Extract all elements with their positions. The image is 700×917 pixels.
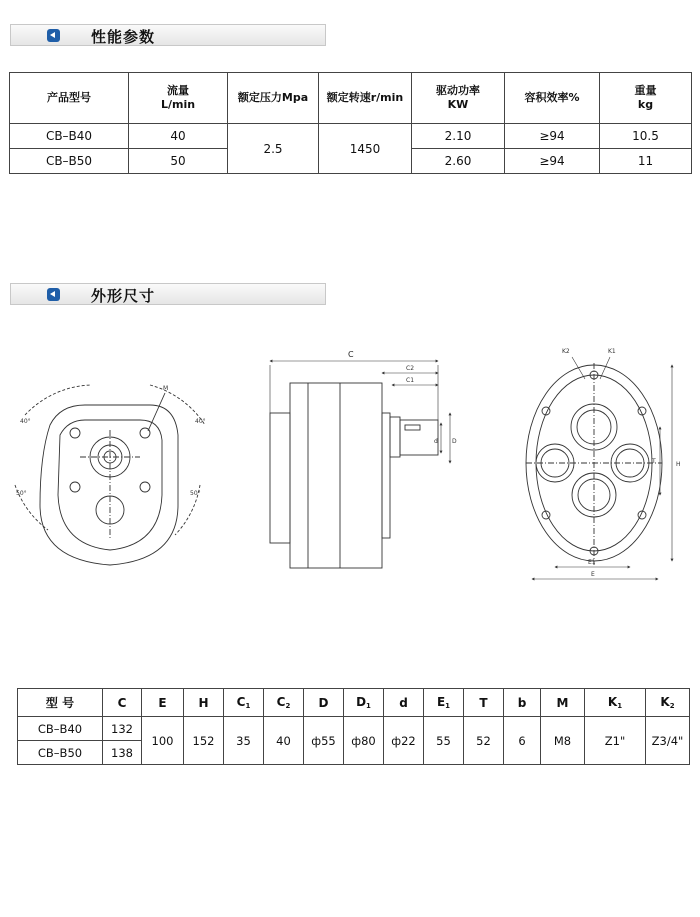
cell-e: 100 <box>142 717 184 765</box>
header-d: D <box>304 689 344 717</box>
header-c2 <box>264 689 304 717</box>
header-efficiency: 容积效率% <box>505 73 600 124</box>
label-e1: E1 <box>588 559 596 566</box>
header-k2-main: K <box>660 695 670 709</box>
cell-e1: 55 <box>424 717 464 765</box>
label-c: C <box>348 350 354 359</box>
header-c: C <box>103 689 142 717</box>
cell-m: M8 <box>541 717 585 765</box>
side-view <box>270 361 450 568</box>
header-e1-sub: 1 <box>445 702 451 710</box>
cell-efficiency: ≥94 <box>505 124 600 149</box>
cell-flow: 40 <box>129 124 228 149</box>
label-angle-40-left: 40° <box>20 418 31 425</box>
label-angle-50-left: 50° <box>16 490 27 497</box>
label-angle-40-right: 40° <box>195 418 206 425</box>
front-view <box>15 385 205 565</box>
label-c1: C1 <box>406 377 415 384</box>
header-flow-label: 流量 <box>167 84 189 97</box>
cell-weight: 11 <box>600 149 692 174</box>
cell-t: 52 <box>464 717 504 765</box>
header-c1-main: C <box>236 695 246 709</box>
header-d1 <box>344 689 384 717</box>
header-d1-sub: 1 <box>366 702 371 710</box>
label-angle-50-right: 50° <box>190 490 201 497</box>
cell-d1: ф80 <box>344 717 384 765</box>
dimension-drawings <box>0 335 700 605</box>
header-weight-unit: kg <box>637 98 654 111</box>
header-weight-label: 重量 <box>634 84 657 97</box>
label-m: M <box>163 385 169 392</box>
header-c2-sub: 2 <box>285 702 291 710</box>
arrow-left-icon <box>47 288 60 301</box>
header-model: 型 号 <box>18 689 103 717</box>
label-d-lower: d <box>434 438 438 445</box>
performance-table <box>9 72 692 174</box>
performance-header-row <box>10 73 692 124</box>
performance-section-header <box>10 24 326 46</box>
header-flow <box>129 73 228 124</box>
cell-c: 138 <box>103 741 142 765</box>
dimensions-section-title: 外形尺寸 <box>91 287 156 305</box>
cell-b: 6 <box>504 717 541 765</box>
cell-c1: 35 <box>224 717 264 765</box>
performance-section-title: 性能参数 <box>91 28 156 46</box>
header-k1-sub: 1 <box>617 702 623 710</box>
table-row <box>18 717 690 741</box>
header-power <box>412 73 505 124</box>
header-e: E <box>142 689 184 717</box>
cell-speed: 1450 <box>319 124 412 174</box>
header-b: b <box>504 689 541 717</box>
dimensions-header-row <box>18 689 690 717</box>
header-flow-unit: L/min <box>160 98 196 111</box>
cell-power: 2.60 <box>412 149 505 174</box>
header-k2-sub: 2 <box>669 702 675 710</box>
label-k2: K2 <box>562 348 570 355</box>
cell-c2: 40 <box>264 717 304 765</box>
label-d-upper: D <box>452 438 457 445</box>
label-k1: K1 <box>608 348 616 355</box>
header-e1 <box>424 689 464 717</box>
header-e1-main: E <box>436 695 446 709</box>
cell-model: CB–B50 <box>18 741 103 765</box>
header-k1 <box>585 689 646 717</box>
cell-k1: Z1" <box>585 717 646 765</box>
header-t: T <box>464 689 504 717</box>
header-k2 <box>646 689 690 717</box>
cell-model: CB–B40 <box>18 717 103 741</box>
header-power-unit: KW <box>447 98 469 111</box>
cell-efficiency: ≥94 <box>505 149 600 174</box>
cell-d-small: ф22 <box>384 717 424 765</box>
header-c1-sub: 1 <box>245 702 251 710</box>
header-d1-main: D <box>356 695 367 709</box>
cell-pressure: 2.5 <box>228 124 319 174</box>
header-speed: 额定转速r/min <box>319 73 412 124</box>
header-c1 <box>224 689 264 717</box>
cell-model: CB–B40 <box>10 124 129 149</box>
arrow-left-icon <box>47 29 60 42</box>
header-c2-main: C <box>276 695 286 709</box>
header-d-small: d <box>384 689 424 717</box>
cell-model: CB–B50 <box>10 149 129 174</box>
header-pressure: 额定压力Mpa <box>228 73 319 124</box>
cell-h: 152 <box>184 717 224 765</box>
cell-k2: Z3/4" <box>646 717 690 765</box>
table-row <box>10 124 692 149</box>
header-model: 产品型号 <box>10 73 129 124</box>
dimensions-section-header <box>10 283 326 305</box>
label-c2: C2 <box>406 365 415 372</box>
label-e: E <box>591 571 595 578</box>
cell-power: 2.10 <box>412 124 505 149</box>
cell-flow: 50 <box>129 149 228 174</box>
header-k1-main: K <box>607 695 618 709</box>
header-power-label: 驱动功率 <box>436 84 480 97</box>
cell-c: 132 <box>103 717 142 741</box>
dimensions-table <box>17 688 690 765</box>
cell-weight: 10.5 <box>600 124 692 149</box>
label-h: H <box>676 461 681 468</box>
end-view <box>526 357 672 579</box>
label-t: T <box>652 458 656 465</box>
cell-d: ф55 <box>304 717 344 765</box>
header-h: H <box>184 689 224 717</box>
header-weight <box>600 73 692 124</box>
header-m: M <box>541 689 585 717</box>
